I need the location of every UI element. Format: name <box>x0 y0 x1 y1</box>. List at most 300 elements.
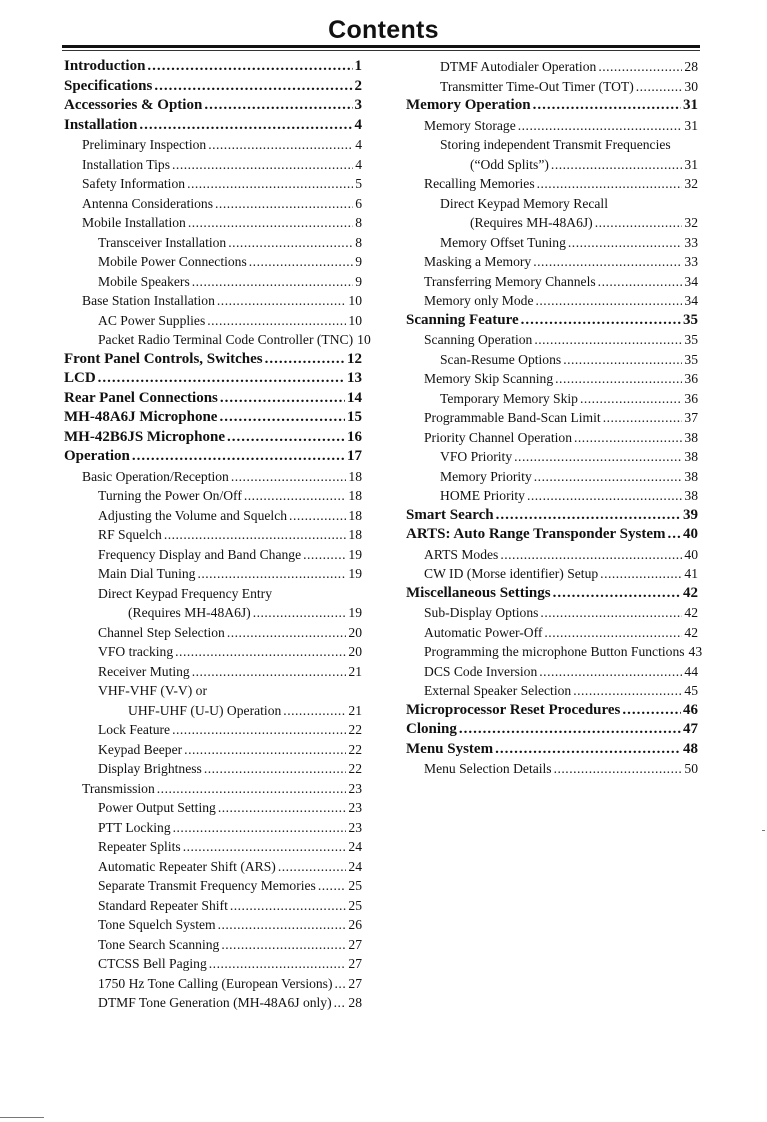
toc-leader-dots <box>157 779 347 799</box>
toc-leader-dots <box>172 155 353 175</box>
toc-entry-label: MH-48A6J Microphone <box>64 409 218 425</box>
toc-entry-page: 19 <box>348 566 362 581</box>
toc-leader-dots <box>139 116 352 136</box>
toc-entry-page: 1 <box>354 58 362 74</box>
toc-entry[interactable] <box>64 681 362 701</box>
toc-entry[interactable] <box>64 155 362 175</box>
toc-entry-label: Channel Step Selection <box>98 624 225 640</box>
toc-leader-dots <box>622 701 681 721</box>
toc-entry-page: 6 <box>355 195 362 211</box>
toc-entry-page: 23 <box>348 800 362 815</box>
toc-entry-page: 39 <box>683 506 698 523</box>
toc-entry-page: 31 <box>683 97 698 113</box>
toc-leader-dots <box>533 96 681 116</box>
toc-entry-label: VFO Priority <box>440 449 513 464</box>
toc-entry-label: Packet Radio Terminal Code Controller (TNC) <box>98 332 354 347</box>
toc-entry[interactable] <box>406 77 698 97</box>
toc-entry[interactable] <box>64 954 362 974</box>
toc-entry[interactable] <box>406 623 698 643</box>
toc-entry-page: 8 <box>355 234 362 250</box>
toc-entry-label: Transceiver Installation <box>98 234 227 250</box>
toc-entry[interactable] <box>64 486 362 506</box>
toc-entry-page: 37 <box>684 410 698 425</box>
toc-entry-page: 25 <box>348 878 362 893</box>
toc-entry-page: 43 <box>688 644 703 659</box>
toc-entry-page: 48 <box>683 740 698 757</box>
toc-leader-dots <box>208 135 353 155</box>
toc-leader-dots <box>219 408 345 428</box>
toc-entry-label: Rear Panel Connections <box>64 389 218 406</box>
toc-entry-page: 40 <box>683 526 698 542</box>
toc-entry-label: CW ID (Morse identifier) Setup <box>424 566 599 581</box>
toc-entry-page: 27 <box>348 936 362 952</box>
toc-entry[interactable] <box>64 233 362 253</box>
toc-entry-label: Scanning Operation <box>424 332 533 347</box>
toc-entry-label: LCD <box>64 370 96 386</box>
toc-entry-label: Programmable Band-Scan Limit <box>424 410 601 425</box>
toc-entry[interactable] <box>406 545 698 565</box>
toc-leader-dots <box>518 116 683 136</box>
toc-entry[interactable] <box>64 564 362 584</box>
toc-entry[interactable] <box>64 818 362 838</box>
toc-entry[interactable] <box>406 57 698 77</box>
toc-entry[interactable] <box>64 252 362 272</box>
toc-leader-dots <box>283 701 346 721</box>
scan-mark <box>0 1117 44 1118</box>
toc-entry-page: 44 <box>684 663 698 679</box>
toc-leader-dots <box>173 818 347 838</box>
toc-entry[interactable] <box>64 857 362 877</box>
toc-entry[interactable] <box>64 389 362 409</box>
toc-entry-label: VFO tracking <box>98 644 174 659</box>
toc-entry[interactable] <box>406 311 698 331</box>
toc-leader-dots <box>668 525 681 545</box>
toc-entry-label: Tone Search Scanning <box>98 936 220 952</box>
toc-leader-dots <box>209 954 347 974</box>
toc-entry-page: 34 <box>684 293 698 308</box>
toc-leader-dots <box>231 467 347 487</box>
toc-entry-label: (“Odd Splits”) <box>470 156 549 172</box>
toc-entry[interactable] <box>406 213 698 233</box>
toc-entry-page: 14 <box>347 389 362 406</box>
toc-entry-page: 31 <box>684 117 698 133</box>
toc-entry[interactable] <box>64 506 362 526</box>
toc-entry[interactable] <box>64 545 362 565</box>
toc-entry-page: 13 <box>347 370 362 386</box>
toc-leader-dots <box>188 213 353 233</box>
toc-entry[interactable] <box>406 233 698 253</box>
toc-entry-label: Menu System <box>406 740 494 757</box>
toc-entry-label: Power Output Setting <box>98 800 216 815</box>
toc-leader-dots <box>204 759 347 779</box>
toc-leader-dots <box>553 584 681 604</box>
toc-entry-page: 18 <box>348 527 362 542</box>
toc-entry-label: Direct Keypad Frequency Entry <box>98 585 273 601</box>
toc-entry-label: Introduction <box>64 58 146 74</box>
toc-entry-label: Installation Tips <box>82 156 171 172</box>
toc-entry[interactable] <box>406 389 698 409</box>
toc-entry-label: (Requires MH-48A6J) <box>128 605 251 620</box>
toc-entry[interactable] <box>64 350 362 370</box>
toc-entry-page: 30 <box>684 78 698 94</box>
toc-entry[interactable] <box>406 135 698 155</box>
toc-entry-label: ARTS Modes <box>424 546 499 562</box>
toc-leader-dots <box>598 57 682 77</box>
toc-entry-label: External Speaker Selection <box>424 683 572 698</box>
toc-entry[interactable] <box>406 96 698 116</box>
toc-leader-dots <box>603 408 683 428</box>
toc-leader-dots <box>227 428 345 448</box>
toc-entry[interactable] <box>406 428 698 448</box>
toc-entry-label: Front Panel Controls, Switches <box>64 350 263 367</box>
toc-entry-label: Tone Squelch System <box>98 917 216 932</box>
toc-entry-page: 4 <box>355 156 362 172</box>
toc-entry-label: Separate Transmit Frequency Memories <box>98 878 316 893</box>
toc-entry-page: 26 <box>348 917 362 932</box>
toc-entry-page: 22 <box>348 722 362 737</box>
toc-entry-page: 17 <box>347 448 362 464</box>
toc-leader-dots <box>278 857 347 877</box>
toc-entry[interactable] <box>406 330 698 350</box>
toc-entry[interactable] <box>406 486 698 506</box>
title-rule-thin <box>62 50 700 51</box>
toc-leader-dots <box>244 486 347 506</box>
toc-leader-dots <box>500 545 682 565</box>
toc-leader-dots <box>230 896 347 916</box>
toc-entry[interactable] <box>406 740 698 760</box>
toc-entry-label: Sub-Display Options <box>424 605 539 620</box>
toc-entry[interactable] <box>406 564 698 584</box>
toc-entry-label: Transmitter Time-Out Timer (TOT) <box>440 78 634 94</box>
toc-entry-page: 33 <box>684 254 698 269</box>
toc-entry[interactable] <box>64 876 362 896</box>
toc-entry[interactable] <box>64 779 362 799</box>
toc-entry-label: CTCSS Bell Paging <box>98 956 207 971</box>
toc-entry-page: 47 <box>683 721 698 737</box>
toc-entry[interactable] <box>406 662 698 682</box>
toc-entry-page: 18 <box>348 507 362 523</box>
toc-entry[interactable] <box>406 506 698 526</box>
toc-entry-label: Storing independent Transmit Frequencies <box>440 137 671 152</box>
toc-leader-dots <box>514 447 682 467</box>
toc-entry[interactable] <box>406 759 698 779</box>
toc-entry-page: 38 <box>684 488 698 503</box>
toc-entry-page: 25 <box>348 897 362 913</box>
toc-entry-label: Preliminary Inspection <box>82 137 207 152</box>
toc-entry[interactable] <box>64 311 362 331</box>
toc-leader-dots <box>534 330 682 350</box>
toc-entry-page: 9 <box>355 273 362 289</box>
toc-leader-dots <box>218 915 347 935</box>
toc-leader-dots <box>598 272 683 292</box>
toc-leader-dots <box>495 740 681 760</box>
toc-leader-dots <box>459 720 681 740</box>
toc-entry-label: Memory Priority <box>440 468 532 484</box>
toc-entry-label: Microprocessor Reset Procedures <box>406 701 621 718</box>
toc-entry[interactable] <box>64 116 362 136</box>
toc-entry[interactable] <box>64 798 362 818</box>
toc-entry-label: (Requires MH-48A6J) <box>470 215 593 230</box>
toc-entry[interactable] <box>64 135 362 155</box>
toc-entry[interactable] <box>64 174 362 194</box>
toc-entry[interactable] <box>64 701 362 721</box>
toc-leader-dots <box>228 233 353 253</box>
toc-entry-label: Masking a Memory <box>424 254 532 269</box>
toc-entry-page: 28 <box>684 59 698 74</box>
toc-entry[interactable] <box>406 467 698 487</box>
toc-entry[interactable] <box>406 720 698 740</box>
toc-entry[interactable] <box>406 194 698 214</box>
toc-entry-label: Scanning Feature <box>406 311 519 328</box>
toc-entry-label: Memory only Mode <box>424 293 534 308</box>
toc-entry[interactable] <box>64 915 362 935</box>
toc-entry[interactable] <box>64 77 362 97</box>
toc-entry[interactable] <box>406 603 698 623</box>
toc-entry[interactable] <box>64 194 362 214</box>
toc-entry-page: 42 <box>684 605 698 620</box>
toc-leader-dots <box>534 467 683 487</box>
toc-entry[interactable] <box>406 408 698 428</box>
toc-entry[interactable] <box>406 447 698 467</box>
toc-entry[interactable] <box>64 428 362 448</box>
toc-entry-page: 19 <box>348 605 362 620</box>
toc-entry-page: 4 <box>354 116 362 133</box>
toc-leader-dots <box>555 369 682 389</box>
toc-leader-dots <box>204 96 352 116</box>
toc-entry[interactable] <box>64 57 362 77</box>
toc-entry[interactable] <box>64 467 362 487</box>
toc-entry-label: Repeater Splits <box>98 839 181 854</box>
toc-leader-dots <box>537 174 683 194</box>
toc-leader-dots <box>600 564 682 584</box>
toc-entry-label: VHF-VHF (V-V) or <box>98 683 208 698</box>
toc-leader-dots <box>303 545 346 565</box>
toc-leader-dots <box>218 798 347 818</box>
toc-entry-page: 3 <box>354 97 362 113</box>
toc-entry[interactable] <box>64 369 362 389</box>
toc-leader-dots <box>544 623 682 643</box>
toc-entry[interactable] <box>64 720 362 740</box>
toc-leader-dots <box>227 623 347 643</box>
toc-leader-dots <box>98 369 345 389</box>
toc-entry-page: 31 <box>684 156 698 172</box>
toc-entry-page: 35 <box>684 332 698 347</box>
toc-entry-label: Installation <box>64 116 138 133</box>
toc-leader-dots <box>215 194 353 214</box>
toc-entry-label: Smart Search <box>406 506 494 523</box>
toc-entry-label: ARTS: Auto Range Transponder System <box>406 526 666 542</box>
toc-entry-label: Mobile Speakers <box>98 273 190 289</box>
toc-entry[interactable] <box>64 447 362 467</box>
toc-leader-dots <box>249 252 353 272</box>
toc-entry-page: 8 <box>355 215 362 230</box>
toc-entry-page: 18 <box>348 468 362 484</box>
toc-entry[interactable] <box>406 369 698 389</box>
toc-leader-dots <box>539 662 682 682</box>
toc-entry[interactable] <box>64 896 362 916</box>
toc-entry[interactable] <box>406 350 698 370</box>
scan-mark-side <box>762 830 765 831</box>
toc-entry-label: Operation <box>64 448 130 464</box>
toc-entry[interactable] <box>64 623 362 643</box>
toc-entry[interactable] <box>64 935 362 955</box>
toc-entry-label: Transferring Memory Channels <box>424 273 596 289</box>
toc-entry[interactable] <box>406 174 698 194</box>
toc-entry-page: 36 <box>684 371 698 386</box>
toc-entry[interactable] <box>64 642 362 662</box>
toc-entry[interactable] <box>64 291 362 311</box>
toc-entry[interactable] <box>406 681 698 701</box>
toc-entry-page: 27 <box>348 975 362 991</box>
toc-entry-page: 40 <box>684 546 698 562</box>
toc-entry-page: 10 <box>348 293 362 308</box>
toc-leader-dots <box>164 525 347 545</box>
toc-entry[interactable] <box>64 603 362 623</box>
toc-entry[interactable] <box>406 525 698 545</box>
toc-entry-label: RF Squelch <box>98 527 162 542</box>
toc-entry-label: Menu Selection Details <box>424 761 552 776</box>
toc-entry-page: 34 <box>684 273 698 289</box>
toc-leader-dots <box>187 174 353 194</box>
toc-entry-label: Base Station Installation <box>82 293 215 308</box>
toc-entry-page: 22 <box>348 741 362 757</box>
toc-entry[interactable] <box>64 837 362 857</box>
toc-leader-dots <box>533 252 682 272</box>
toc-entry[interactable] <box>64 272 362 292</box>
toc-entry[interactable] <box>406 584 698 604</box>
toc-entry-page: 38 <box>684 449 698 464</box>
toc-entry-page: 50 <box>684 761 698 776</box>
toc-entry-page: 23 <box>348 780 362 796</box>
toc-entry[interactable] <box>64 993 362 1013</box>
toc-leader-dots <box>132 447 345 467</box>
toc-entry[interactable] <box>64 525 362 545</box>
toc-entry[interactable] <box>406 116 698 136</box>
toc-entry-label: Memory Storage <box>424 117 516 133</box>
toc-entry[interactable] <box>406 642 703 662</box>
toc-entry-page: 10 <box>348 312 362 328</box>
toc-leader-dots <box>192 662 347 682</box>
toc-leader-dots <box>563 350 682 370</box>
toc-entry[interactable] <box>406 272 698 292</box>
toc-entry-page: 33 <box>684 234 698 250</box>
toc-entry[interactable] <box>64 330 371 350</box>
toc-entry[interactable] <box>406 252 698 272</box>
toc-entry-label: Standard Repeater Shift <box>98 897 228 913</box>
toc-entry-page: 24 <box>348 858 362 874</box>
page-title: Contents <box>328 16 439 44</box>
toc-entry-label: Recalling Memories <box>424 176 535 191</box>
toc-entry[interactable] <box>64 759 362 779</box>
toc-leader-dots <box>521 311 681 331</box>
toc-entry-label: MH-42B6JS Microphone <box>64 428 225 445</box>
toc-entry-page: 15 <box>347 409 362 425</box>
toc-entry-label: Specifications <box>64 77 153 94</box>
toc-entry-page: 10 <box>357 332 371 347</box>
toc-entry-label: Mobile Power Connections <box>98 254 247 269</box>
toc-entry-label: Priority Channel Operation <box>424 429 572 445</box>
toc-leader-dots <box>147 57 352 77</box>
toc-entry[interactable] <box>64 408 362 428</box>
toc-leader-dots <box>265 350 345 370</box>
toc-entry-page: 45 <box>684 683 698 698</box>
toc-leader-dots <box>574 428 682 448</box>
toc-entry-label: Memory Operation <box>406 97 531 113</box>
toc-entry[interactable] <box>406 291 698 311</box>
toc-entry-label: Transmission <box>82 780 155 796</box>
toc-entry[interactable] <box>64 213 362 233</box>
toc-entry-page: 32 <box>684 176 698 191</box>
toc-entry-page: 12 <box>347 350 362 367</box>
toc-left-column <box>64 57 371 1013</box>
toc-entry-label: Antenna Considerations <box>82 195 214 211</box>
toc-leader-dots <box>568 233 683 253</box>
toc-entry-page: 9 <box>355 254 362 269</box>
toc-entry-label: Keypad Beeper <box>98 741 183 757</box>
toc-leader-dots <box>289 506 346 526</box>
toc-entry[interactable] <box>64 740 362 760</box>
toc-leader-dots <box>536 291 683 311</box>
toc-leader-dots <box>496 506 681 526</box>
toc-entry-label: Scan-Resume Options <box>440 351 562 367</box>
toc-entry-page: 18 <box>348 488 362 503</box>
toc-entry-label: Display Brightness <box>98 761 202 776</box>
toc-entry-label: Main Dial Tuning <box>98 566 196 581</box>
toc-leader-dots <box>207 311 346 331</box>
toc-entry-label: Frequency Display and Band Change <box>98 546 302 562</box>
toc-leader-dots <box>551 155 682 175</box>
toc-entry-page: 21 <box>348 702 362 718</box>
toc-entry-label: Automatic Power-Off <box>424 624 543 640</box>
toc-entry[interactable] <box>406 155 698 175</box>
toc-entry-page: 19 <box>348 546 362 562</box>
toc-entry-page: 21 <box>348 663 362 679</box>
toc-entry-label: PTT Locking <box>98 819 171 835</box>
toc-entry-label: Adjusting the Volume and Squelch <box>98 507 288 523</box>
toc-leader-dots <box>580 389 682 409</box>
toc-leader-dots <box>217 291 347 311</box>
toc-entry-label: Basic Operation/Reception <box>82 468 229 484</box>
toc-entry[interactable] <box>406 701 698 721</box>
toc-entry-label: Programming the microphone Button Functions <box>424 644 685 659</box>
toc-leader-dots <box>183 837 347 857</box>
toc-entry-label: HOME Priority <box>440 488 525 503</box>
toc-entry-page: 46 <box>683 701 698 718</box>
toc-entry-label: AC Power Supplies <box>98 312 206 328</box>
toc-entry-page: 42 <box>684 624 698 640</box>
toc-entry[interactable] <box>64 96 362 116</box>
toc-entry-label: 1750 Hz Tone Calling (European Versions) <box>98 975 333 991</box>
toc-entry-label: Miscellaneous Settings <box>406 584 551 601</box>
toc-entry-label: Receiver Muting <box>98 663 190 679</box>
toc-leader-dots <box>318 876 347 896</box>
toc-entry-page: 38 <box>684 468 698 484</box>
toc-entry[interactable] <box>64 662 362 682</box>
toc-entry[interactable] <box>64 584 362 604</box>
toc-entry-label: Accessories & Option <box>64 97 203 113</box>
toc-entry[interactable] <box>64 974 362 994</box>
toc-entry-page: 20 <box>348 624 362 640</box>
toc-leader-dots <box>573 681 682 701</box>
toc-leader-dots <box>595 213 683 233</box>
toc-leader-dots <box>220 389 345 409</box>
toc-entry-page: 35 <box>684 351 698 367</box>
toc-leader-dots <box>527 486 682 506</box>
toc-entry-page: 16 <box>347 428 362 445</box>
toc-entry-page: 32 <box>684 215 698 230</box>
toc-leader-dots <box>540 603 682 623</box>
toc-leader-dots <box>154 77 352 97</box>
